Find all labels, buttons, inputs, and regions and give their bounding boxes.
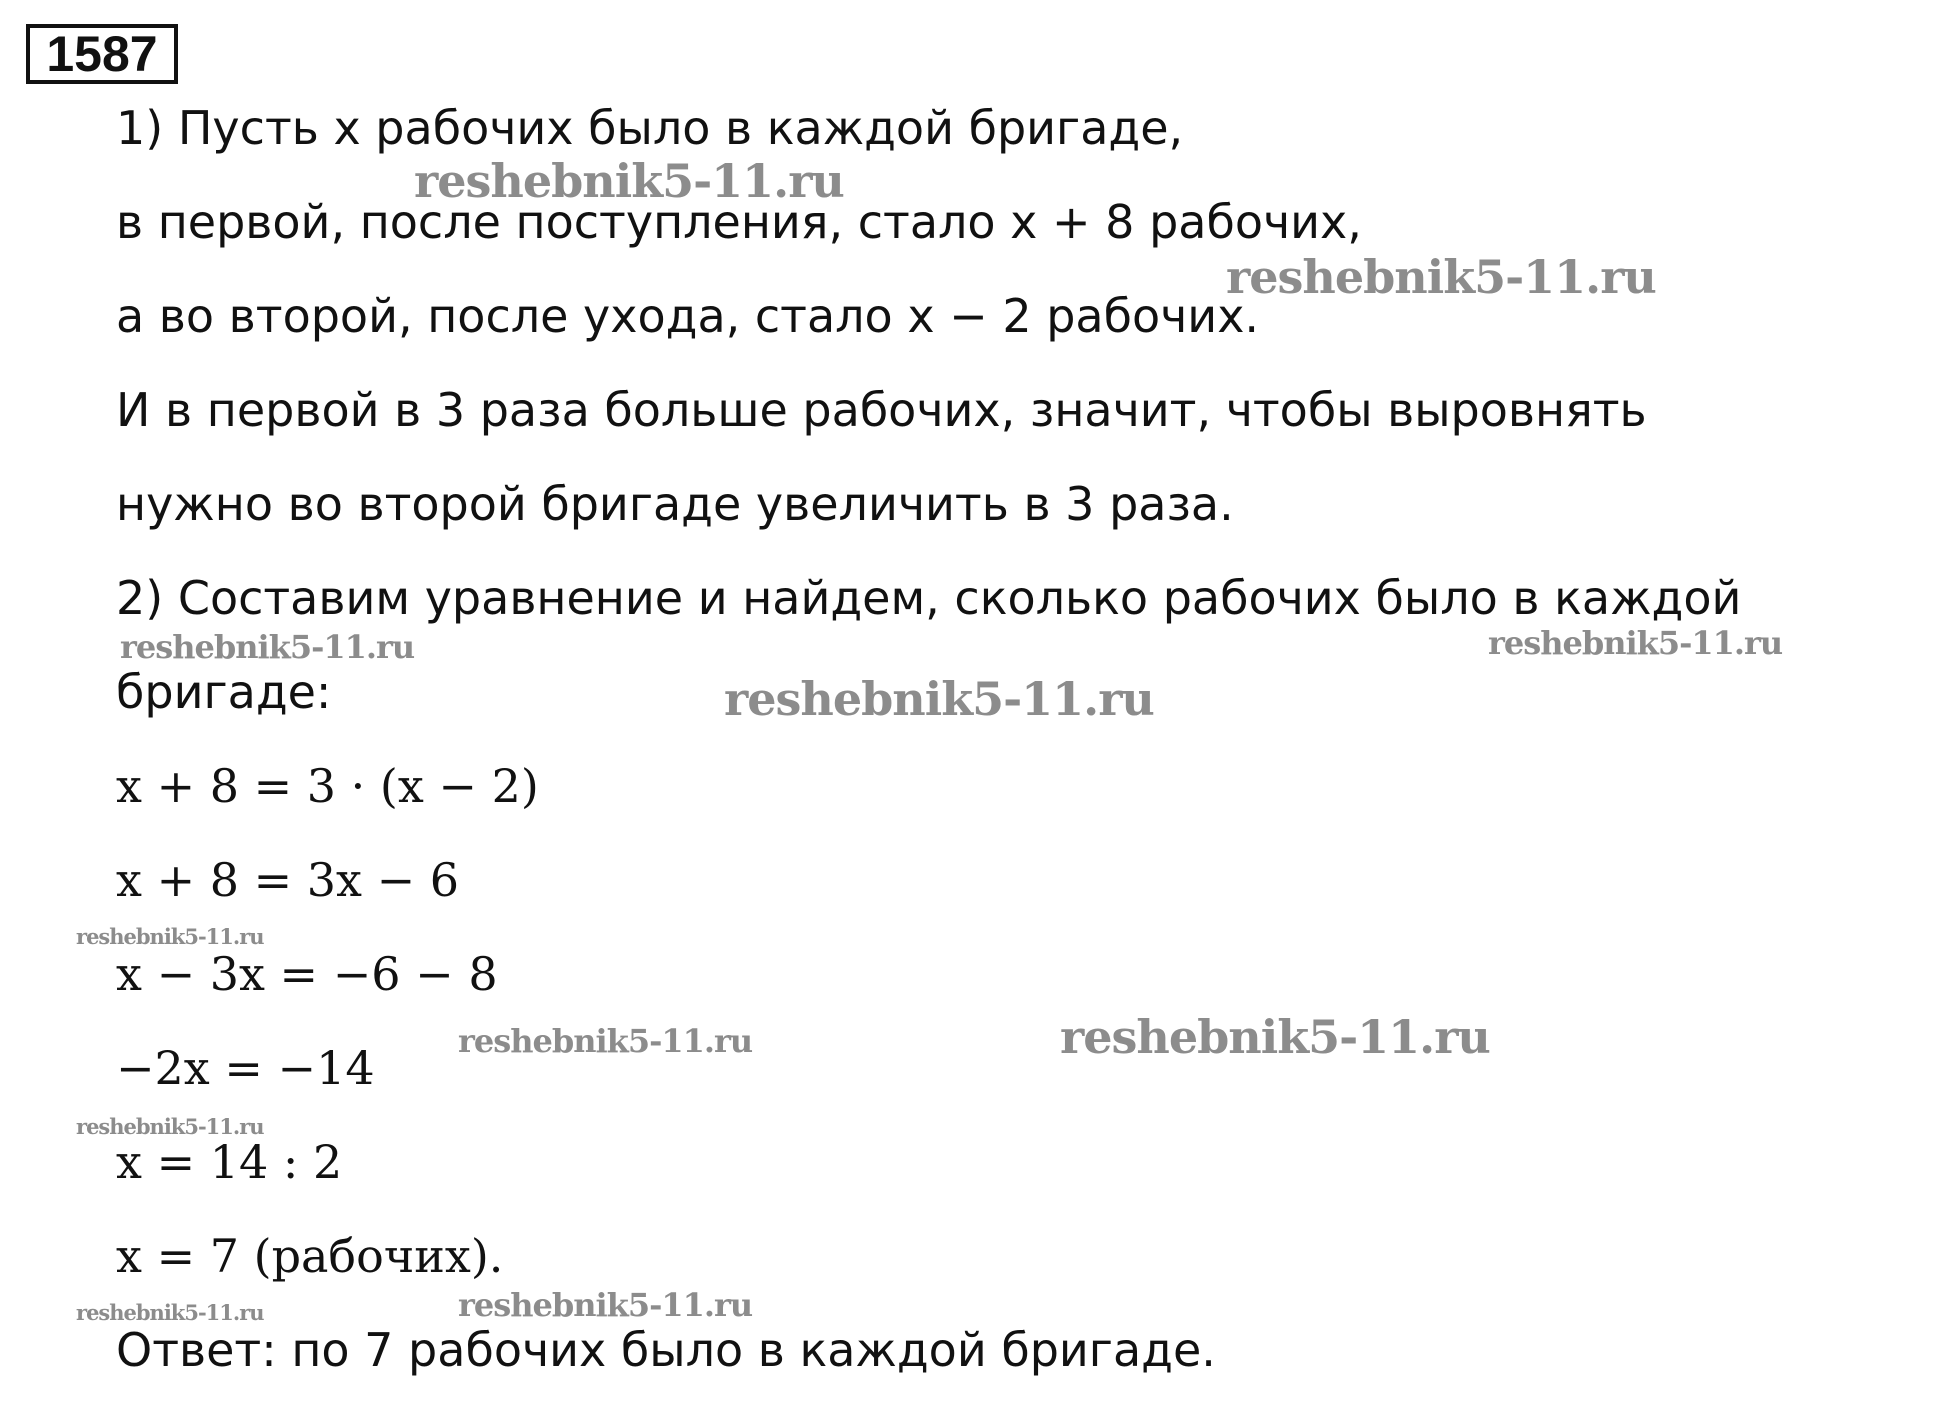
watermark: reshebnik5-11.ru — [458, 1286, 753, 1324]
solution-line-7: бригаде: — [116, 665, 332, 719]
equation-line-6: x = 7 (рабочих). — [116, 1229, 504, 1283]
equation-line-3: x − 3x = −6 − 8 — [116, 947, 498, 1001]
equation-line-4: −2x = −14 — [116, 1041, 375, 1095]
watermark: reshebnik5-11.ru — [1060, 1010, 1490, 1064]
watermark: reshebnik5-11.ru — [724, 672, 1154, 726]
solution-line-3: а во второй, после ухода, стало x − 2 рабочих. — [116, 289, 1260, 343]
equation-line-5: x = 14 : 2 — [116, 1135, 343, 1189]
watermark: reshebnik5-11.ru — [1226, 250, 1656, 304]
watermark: reshebnik5-11.ru — [1488, 624, 1783, 662]
equation-line-2: x + 8 = 3x − 6 — [116, 853, 460, 907]
solution-line-2: в первой, после поступления, стало x + 8 рабочих, — [116, 195, 1362, 249]
solution-line-5: нужно во второй бригаде увеличить в 3 раза. — [116, 477, 1234, 531]
problem-number-box: 1587 — [26, 24, 178, 84]
answer-line: Ответ: по 7 рабочих было в каждой бригаде. — [116, 1323, 1216, 1377]
solution-line-6: 2) Составим уравнение и найдем, сколько рабочих было в каждой — [116, 571, 1742, 625]
watermark: reshebnik5-11.ru — [76, 1114, 264, 1139]
watermark: reshebnik5-11.ru — [458, 1022, 753, 1060]
solution-line-4: И в первой в 3 раза больше рабочих, значит, чтобы выровнять — [116, 383, 1647, 437]
watermark: reshebnik5-11.ru — [120, 628, 415, 666]
watermark: reshebnik5-11.ru — [76, 924, 264, 949]
equation-line-1: x + 8 = 3 · (x − 2) — [116, 759, 539, 813]
watermark: reshebnik5-11.ru — [76, 1300, 264, 1325]
solution-line-1: 1) Пусть x рабочих было в каждой бригаде, — [116, 101, 1184, 155]
watermark: reshebnik5-11.ru — [414, 154, 844, 208]
